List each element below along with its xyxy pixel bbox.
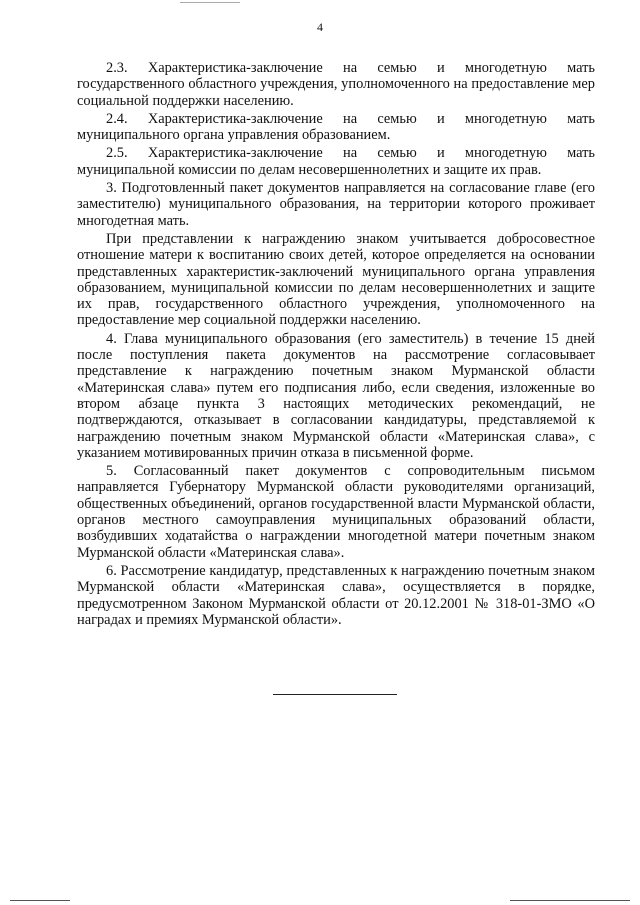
end-separator-line xyxy=(273,694,397,695)
paragraph-2-4: 2.4. Характеристика-заключение на семью и многодетную мать муниципального органа управления образованием. xyxy=(77,110,595,144)
paragraph-5: 5. Согласованный пакет документов с сопроводительным письмом направляется Губернатору Мурманской области руководителями организаций, общественных объединений, органов государственной власти Мурманской области, органов местного самоуправления муниципальных образований области, возбудивших ходатайства о награждении многодетной матери почетным знаком Мурманской области «Материнская слава». xyxy=(77,463,595,561)
scan-artifact-line xyxy=(180,2,240,3)
scan-artifact-line xyxy=(10,900,70,901)
paragraph-6: 6. Рассмотрение кандидатур, представленных к награждению почетным знаком Мурманской области «Материнская слава», осуществляется в порядке, предусмотренном Законом Мурманской области от 20.12.2001 № 318-01-ЗМО «О наградах и премиях Мурманской области». xyxy=(77,562,595,628)
paragraph-3: 3. Подготовленный пакет документов направляется на согласование главе (его заместителю) муниципального образования, на территории которого проживает многодетная мать. xyxy=(77,180,595,229)
paragraph-3-note: При представлении к награждению знаком учитывается добросовестное отношение матери к воспитанию своих детей, которое определяется на основании представленных характеристик-заключений муниципального органа управления образованием, муниципальной комиссии по делам несовершеннолетних и защите их прав, государственного областного учреждения, уполномоченного на предоставление мер социальной поддержки населению. xyxy=(77,230,595,329)
document-body xyxy=(77,60,595,630)
paragraph-4: 4. Глава муниципального образования (его заместитель) в течение 15 дней после поступления пакета документов на рассмотрение согласовывает представление к награждению почетным знаком Мурманской области «Материнская слава» путем его подписания либо, если сведения, изложенные во втором абзаце пункта 3 настоящих методических рекомендаций, не подтверждаются, отказывает в согласовании кандидатуры, представляемой к награждению почетным знаком Мурманской области «Материнская слава», с указанием мотивированных причин отказа в письменной форме. xyxy=(77,330,595,461)
paragraph-2-5: 2.5. Характеристика-заключение на семью и многодетную мать муниципальной комиссии по делам несовершеннолетних и защите их прав. xyxy=(77,145,595,178)
page-number: 4 xyxy=(317,20,323,34)
paragraph-2-3: 2.3. Характеристика-заключение на семью и многодетную мать государственного областного учреждения, уполномоченного на предоставление мер социальной поддержки населению. xyxy=(77,60,595,109)
scan-artifact-line xyxy=(510,900,630,901)
